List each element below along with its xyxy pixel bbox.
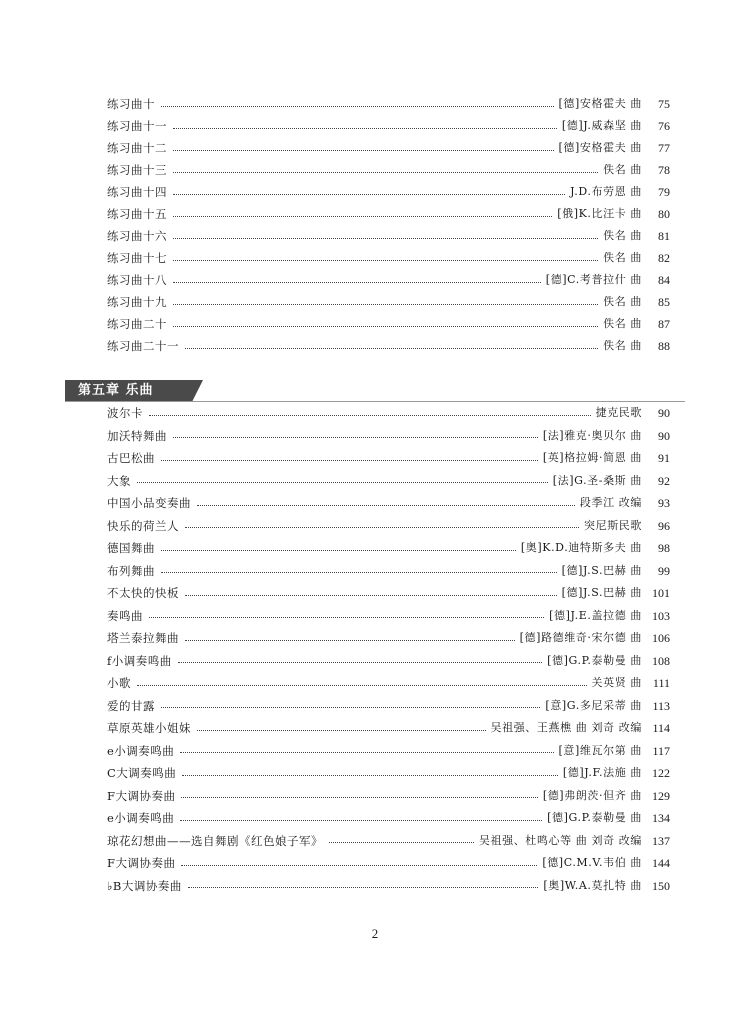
toc-entry-page: 106	[652, 631, 670, 645]
dot-leader	[185, 640, 515, 641]
toc-entry-page: 77	[658, 141, 670, 155]
toc-entry-composer: 佚名 曲	[603, 295, 642, 308]
toc-entry-title: F大调协奏曲	[107, 788, 176, 803]
toc-entry-composer: 捷克民歌	[595, 406, 642, 419]
toc-entry[interactable]	[107, 182, 670, 202]
toc-entry-title: 小歌	[107, 676, 131, 690]
page-number: 2	[371, 926, 379, 941]
toc-entry-composer: 关英贤 曲	[591, 676, 642, 689]
toc-entry[interactable]	[107, 718, 670, 738]
toc-entry[interactable]	[107, 538, 670, 558]
toc-entry-page: 88	[658, 339, 670, 353]
dot-leader	[188, 887, 539, 888]
toc-entry[interactable]	[107, 336, 670, 356]
dot-leader	[173, 194, 565, 195]
toc-entry-page: 114	[652, 721, 670, 735]
toc-entry[interactable]	[107, 808, 670, 828]
toc-entry[interactable]	[107, 673, 670, 693]
toc-entry[interactable]	[107, 516, 670, 536]
toc-entry-title: 加沃特舞曲	[107, 428, 167, 443]
dot-leader	[180, 820, 542, 821]
dot-leader	[137, 685, 587, 686]
toc-entry[interactable]	[107, 448, 670, 468]
toc-entry-composer: [德]G.P.泰勒曼 曲	[547, 653, 642, 667]
toc-entry-composer: J.D.布劳恩 曲	[570, 185, 642, 198]
toc-entry-page: 144	[652, 856, 670, 870]
toc-entry-page: 122	[652, 766, 670, 780]
toc-entry-page: 80	[658, 207, 670, 221]
dot-leader	[173, 172, 598, 173]
toc-entry-composer: 佚名 曲	[603, 229, 642, 242]
toc-entry-composer: [德]安格霍夫 曲	[558, 97, 642, 110]
toc-entry-title: F大调协奏曲	[107, 856, 176, 870]
toc-entry-page: 90	[658, 428, 670, 443]
toc-entry-composer: 突尼斯民歌	[584, 518, 642, 532]
toc-entry-page: 81	[658, 229, 670, 243]
toc-entry-composer: [德]G.P.泰勒曼 曲	[547, 811, 642, 824]
toc-entry-composer: [奥]K.D.迪特斯多夫 曲	[520, 541, 642, 554]
toc-entry-title: ♭B大调协奏曲	[107, 878, 182, 893]
toc-entry[interactable]	[107, 628, 670, 648]
toc-entry-title: 不太快的快板	[107, 586, 179, 600]
dot-leader	[149, 415, 591, 416]
toc-entry-composer: [德]C.考普拉什 曲	[545, 273, 642, 286]
toc-entry[interactable]	[107, 606, 670, 626]
dot-leader	[161, 460, 538, 461]
toc-entry-page: 150	[652, 878, 670, 893]
toc-entry-title: 波尔卡	[107, 406, 143, 420]
dot-leader	[181, 865, 537, 866]
toc-entry[interactable]	[107, 204, 670, 224]
toc-entry[interactable]	[107, 741, 670, 761]
dot-leader	[173, 260, 598, 261]
toc-entry-page: 90	[658, 406, 670, 420]
toc-entry-title: 练习曲十四	[107, 185, 167, 199]
toc-entry-title: 塔兰泰拉舞曲	[107, 631, 179, 645]
dot-leader	[137, 482, 548, 483]
toc-entry[interactable]	[107, 583, 670, 603]
toc-entry-composer: [英]格拉姆·简恩 曲	[542, 451, 642, 464]
toc-entry-composer: [奥]W.A.莫扎特 曲	[543, 878, 642, 892]
toc-entry-composer: 佚名 曲	[603, 317, 642, 330]
dot-leader	[173, 304, 598, 305]
toc-entry-page: 92	[658, 473, 670, 488]
toc-entry-composer: 佚名 曲	[603, 163, 642, 176]
dot-leader	[329, 842, 474, 843]
toc-entry-title: 练习曲十七	[107, 251, 167, 265]
toc-entry[interactable]	[107, 763, 670, 783]
toc-entry-title: 练习曲十九	[107, 295, 167, 309]
toc-entry-title: 古巴松曲	[107, 451, 155, 465]
toc-entry[interactable]	[107, 403, 670, 423]
toc-entry-title: 练习曲十	[107, 97, 155, 111]
toc-entry-title: 中国小品变奏曲	[107, 496, 191, 510]
toc-entry-page: 93	[658, 496, 670, 510]
toc-entry[interactable]	[107, 226, 670, 246]
toc-entry-title: 草原英雄小姐妹	[107, 721, 191, 735]
toc-entry-page: 75	[658, 97, 670, 111]
toc-entry-title: 练习曲十五	[107, 207, 167, 221]
dot-leader	[173, 238, 598, 239]
toc-entry-page: 84	[658, 273, 670, 287]
dot-leader	[182, 775, 558, 776]
toc-entry-page: 79	[658, 185, 670, 199]
toc-entry-composer: 吴祖强、杜鸣心等 曲 刘奇 改编	[478, 833, 642, 847]
dot-leader	[173, 437, 538, 438]
toc-entry-composer: [德]J.F.法施 曲	[562, 766, 642, 779]
toc-entry-composer: [俄]K.比汪卡 曲	[557, 207, 642, 220]
dot-leader	[185, 595, 557, 596]
toc-entry[interactable]	[107, 426, 670, 446]
toc-entry-composer: [德]安格霍夫 曲	[558, 141, 642, 154]
toc-entry-title: 爱的甘露	[107, 698, 155, 713]
toc-entry-page: 117	[652, 743, 670, 758]
toc-entry-page: 111	[652, 676, 670, 690]
toc-entry-page: 103	[652, 608, 670, 623]
toc-entry-composer: 佚名 曲	[603, 251, 642, 264]
toc-entry-title: 练习曲十一	[107, 119, 167, 133]
toc-entry-composer: [德]J.S.巴赫 曲	[561, 586, 642, 599]
toc-entry-composer: [德]弗朗茨·但齐 曲	[542, 788, 642, 802]
dot-leader	[173, 128, 557, 129]
dot-leader	[173, 282, 541, 283]
chapter-title: 第五章 乐曲	[78, 383, 154, 398]
toc-entry-page: 98	[658, 541, 670, 555]
dot-leader	[173, 326, 598, 327]
toc-entry-page: 76	[658, 119, 670, 133]
toc-entry[interactable]	[107, 651, 670, 671]
toc-entry-title: e小调奏鸣曲	[107, 743, 175, 758]
toc-entry[interactable]	[107, 138, 670, 158]
toc-entry-title: e小调奏鸣曲	[107, 811, 175, 825]
toc-entry[interactable]	[107, 876, 670, 896]
toc-entry-page: 91	[658, 451, 670, 465]
toc-entry-composer: [法]G.圣-桑斯 曲	[552, 473, 642, 487]
toc-entry-title: 大象	[107, 473, 131, 488]
dot-leader	[180, 752, 553, 753]
toc-entry-composer: 吴祖强、王燕樵 曲 刘奇 改编	[490, 721, 642, 734]
toc-entry[interactable]	[107, 270, 670, 290]
toc-entry-title: C大调奏鸣曲	[107, 766, 177, 780]
toc-entry[interactable]	[107, 292, 670, 312]
toc-entry-title: 布列舞曲	[107, 563, 155, 578]
toc-entry-page: 85	[658, 295, 670, 309]
toc-entry-composer: 佚名 曲	[603, 339, 642, 352]
toc-entry-composer: [德]J.S.巴赫 曲	[561, 563, 642, 577]
toc-entry-title: 奏鸣曲	[107, 608, 143, 623]
toc-entry-page: 113	[652, 698, 670, 713]
toc-entry-title: 练习曲十二	[107, 141, 167, 155]
toc-entry-composer: [德]C.M.V.韦伯 曲	[542, 856, 642, 869]
toc-entry-composer: 段季江 改编	[579, 496, 642, 509]
toc-entry-page: 108	[652, 653, 670, 668]
dot-leader	[197, 505, 575, 506]
dot-leader	[161, 707, 540, 708]
dot-leader	[197, 730, 486, 731]
toc-entry-title: 德国舞曲	[107, 541, 155, 555]
dot-leader	[149, 617, 544, 618]
toc-entry-page: 101	[652, 586, 670, 600]
toc-entry-page: 99	[658, 563, 670, 578]
toc-entry-title: 练习曲十三	[107, 163, 167, 177]
toc-entry[interactable]	[107, 561, 670, 581]
toc-entry[interactable]	[107, 493, 670, 513]
toc-entry-title: 练习曲二十一	[107, 339, 179, 353]
dot-leader	[178, 662, 542, 663]
dot-leader	[173, 216, 552, 217]
toc-entry[interactable]	[107, 471, 670, 491]
toc-entry-page: 96	[658, 518, 670, 533]
dot-leader	[161, 106, 554, 107]
dot-leader	[185, 527, 579, 528]
toc-entry-composer: [德]J.威森坚 曲	[561, 119, 642, 132]
toc-entry-title: 练习曲二十	[107, 317, 167, 331]
toc-entry-title: 快乐的荷兰人	[107, 518, 179, 533]
toc-entry[interactable]	[107, 160, 670, 180]
chapter-divider	[65, 401, 685, 402]
toc-entry[interactable]	[107, 831, 670, 851]
toc-entry-title: f小调奏鸣曲	[107, 653, 172, 668]
dot-leader	[173, 150, 554, 151]
toc-entry-composer: [德]J.E.盖拉德 曲	[549, 608, 642, 622]
toc-entry-composer: [意]G.多尼采蒂 曲	[545, 698, 642, 712]
toc-entry-composer: [意]维瓦尔第 曲	[558, 743, 642, 757]
toc-entry[interactable]	[107, 314, 670, 334]
toc-entry-page: 82	[658, 251, 670, 265]
dot-leader	[185, 348, 598, 349]
toc-entry-title: 练习曲十六	[107, 229, 167, 243]
toc-entry-page: 129	[652, 788, 670, 803]
toc-entry-title: 练习曲十八	[107, 273, 167, 287]
toc-entry[interactable]	[107, 248, 670, 268]
toc-entry-page: 137	[652, 833, 670, 848]
toc-entry-page: 78	[658, 163, 670, 177]
toc-entry-page: 87	[658, 317, 670, 331]
toc-entry[interactable]	[107, 786, 670, 806]
dot-leader	[161, 572, 557, 573]
toc-entry-composer: [德]路德维奇·宋尔德 曲	[519, 631, 642, 644]
toc-entry[interactable]	[107, 116, 670, 136]
toc-entry-composer: [法]雅克·奥贝尔 曲	[542, 428, 642, 442]
toc-entry[interactable]	[107, 94, 670, 114]
toc-entry[interactable]	[107, 853, 670, 873]
dot-leader	[161, 550, 516, 551]
toc-entry[interactable]	[107, 696, 670, 716]
toc-entry-page: 134	[652, 811, 670, 825]
toc-entry-title: 琼花幻想曲——选自舞剧《红色娘子军》	[107, 833, 323, 848]
chapter-header	[65, 380, 685, 402]
dot-leader	[181, 797, 537, 798]
